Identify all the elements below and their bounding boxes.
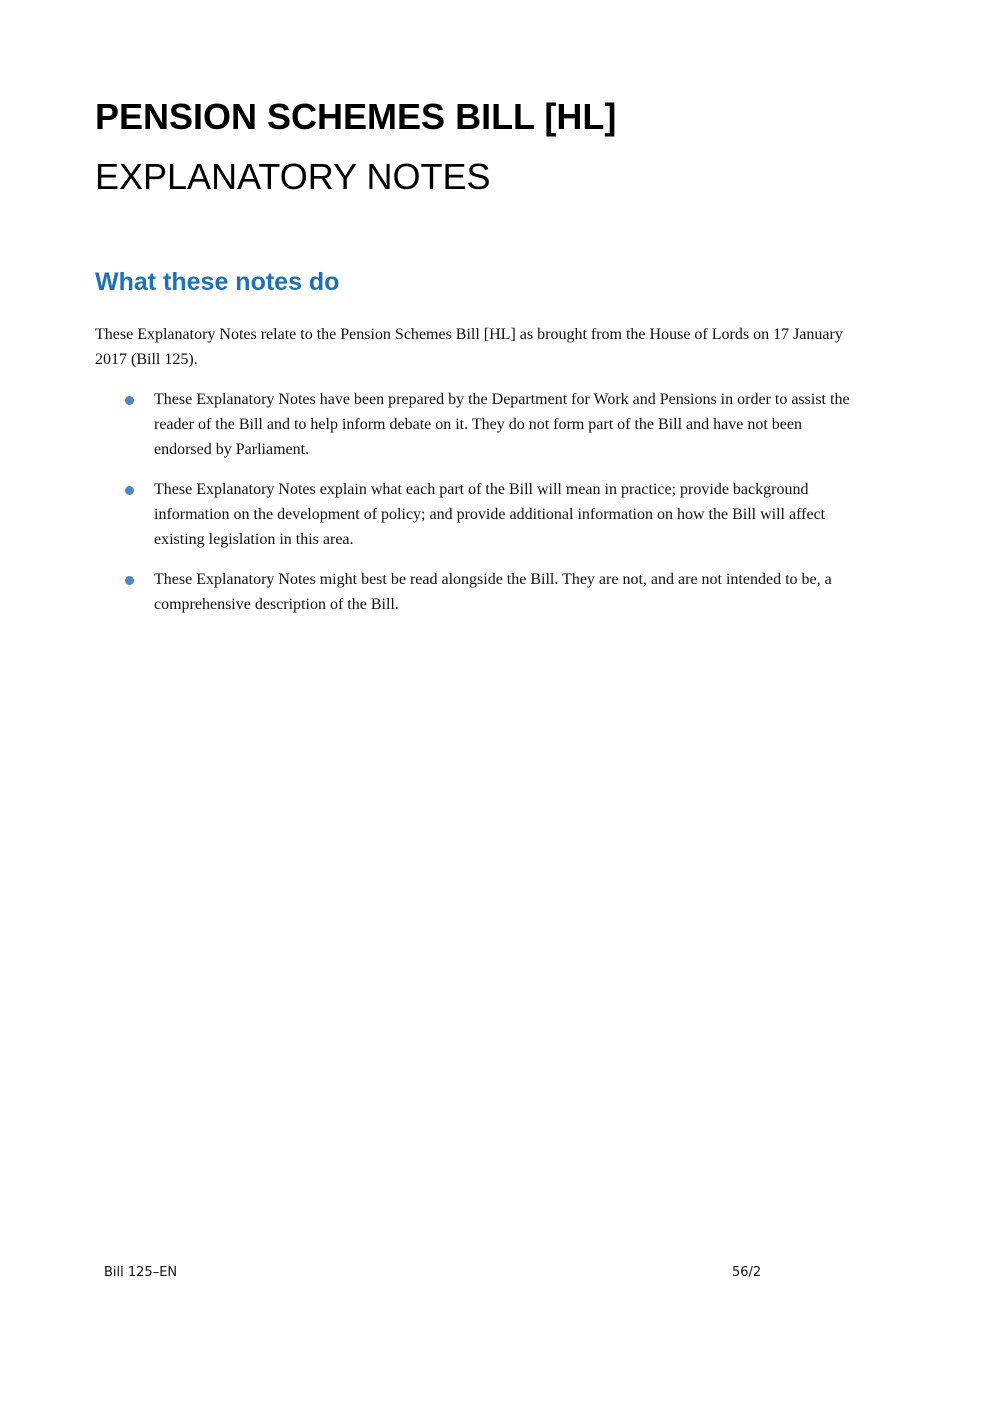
bullet-text: These Explanatory Notes might best be read alongside the Bill. They are not, and are not intended to be, a comprehensive description of the Bill. xyxy=(154,571,832,613)
bullet-item xyxy=(125,567,860,617)
bullet-icon xyxy=(125,486,134,495)
bullet-text: These Explanatory Notes have been prepared by the Department for Work and Pensions in order to assist the reader of the Bill and to help inform debate on it. They do not form part of the Bill and have not been endorsed by Parliament. xyxy=(154,391,850,458)
bullet-item xyxy=(125,477,860,552)
bullet-text: These Explanatory Notes explain what each part of the Bill will mean in practice; provide background information on the development of policy; and provide additional information on how the Bill will affect existing legislation in this area. xyxy=(154,481,826,548)
bullet-item xyxy=(125,387,860,462)
bullet-list xyxy=(125,387,860,632)
section-heading: What these notes do xyxy=(95,268,340,296)
bullet-icon xyxy=(125,576,134,585)
bullet-icon xyxy=(125,396,134,405)
document-title: PENSION SCHEMES BILL [HL] xyxy=(95,96,617,137)
footer-bill-reference: Bill 125–EN xyxy=(104,1265,178,1280)
document-subtitle: EXPLANATORY NOTES xyxy=(95,156,491,197)
intro-paragraph: These Explanatory Notes relate to the Pension Schemes Bill [HL] as brought from the House of Lords on 17 January 2017 (Bill 125). xyxy=(95,326,843,368)
footer-page-code: 56/2 xyxy=(732,1265,762,1280)
